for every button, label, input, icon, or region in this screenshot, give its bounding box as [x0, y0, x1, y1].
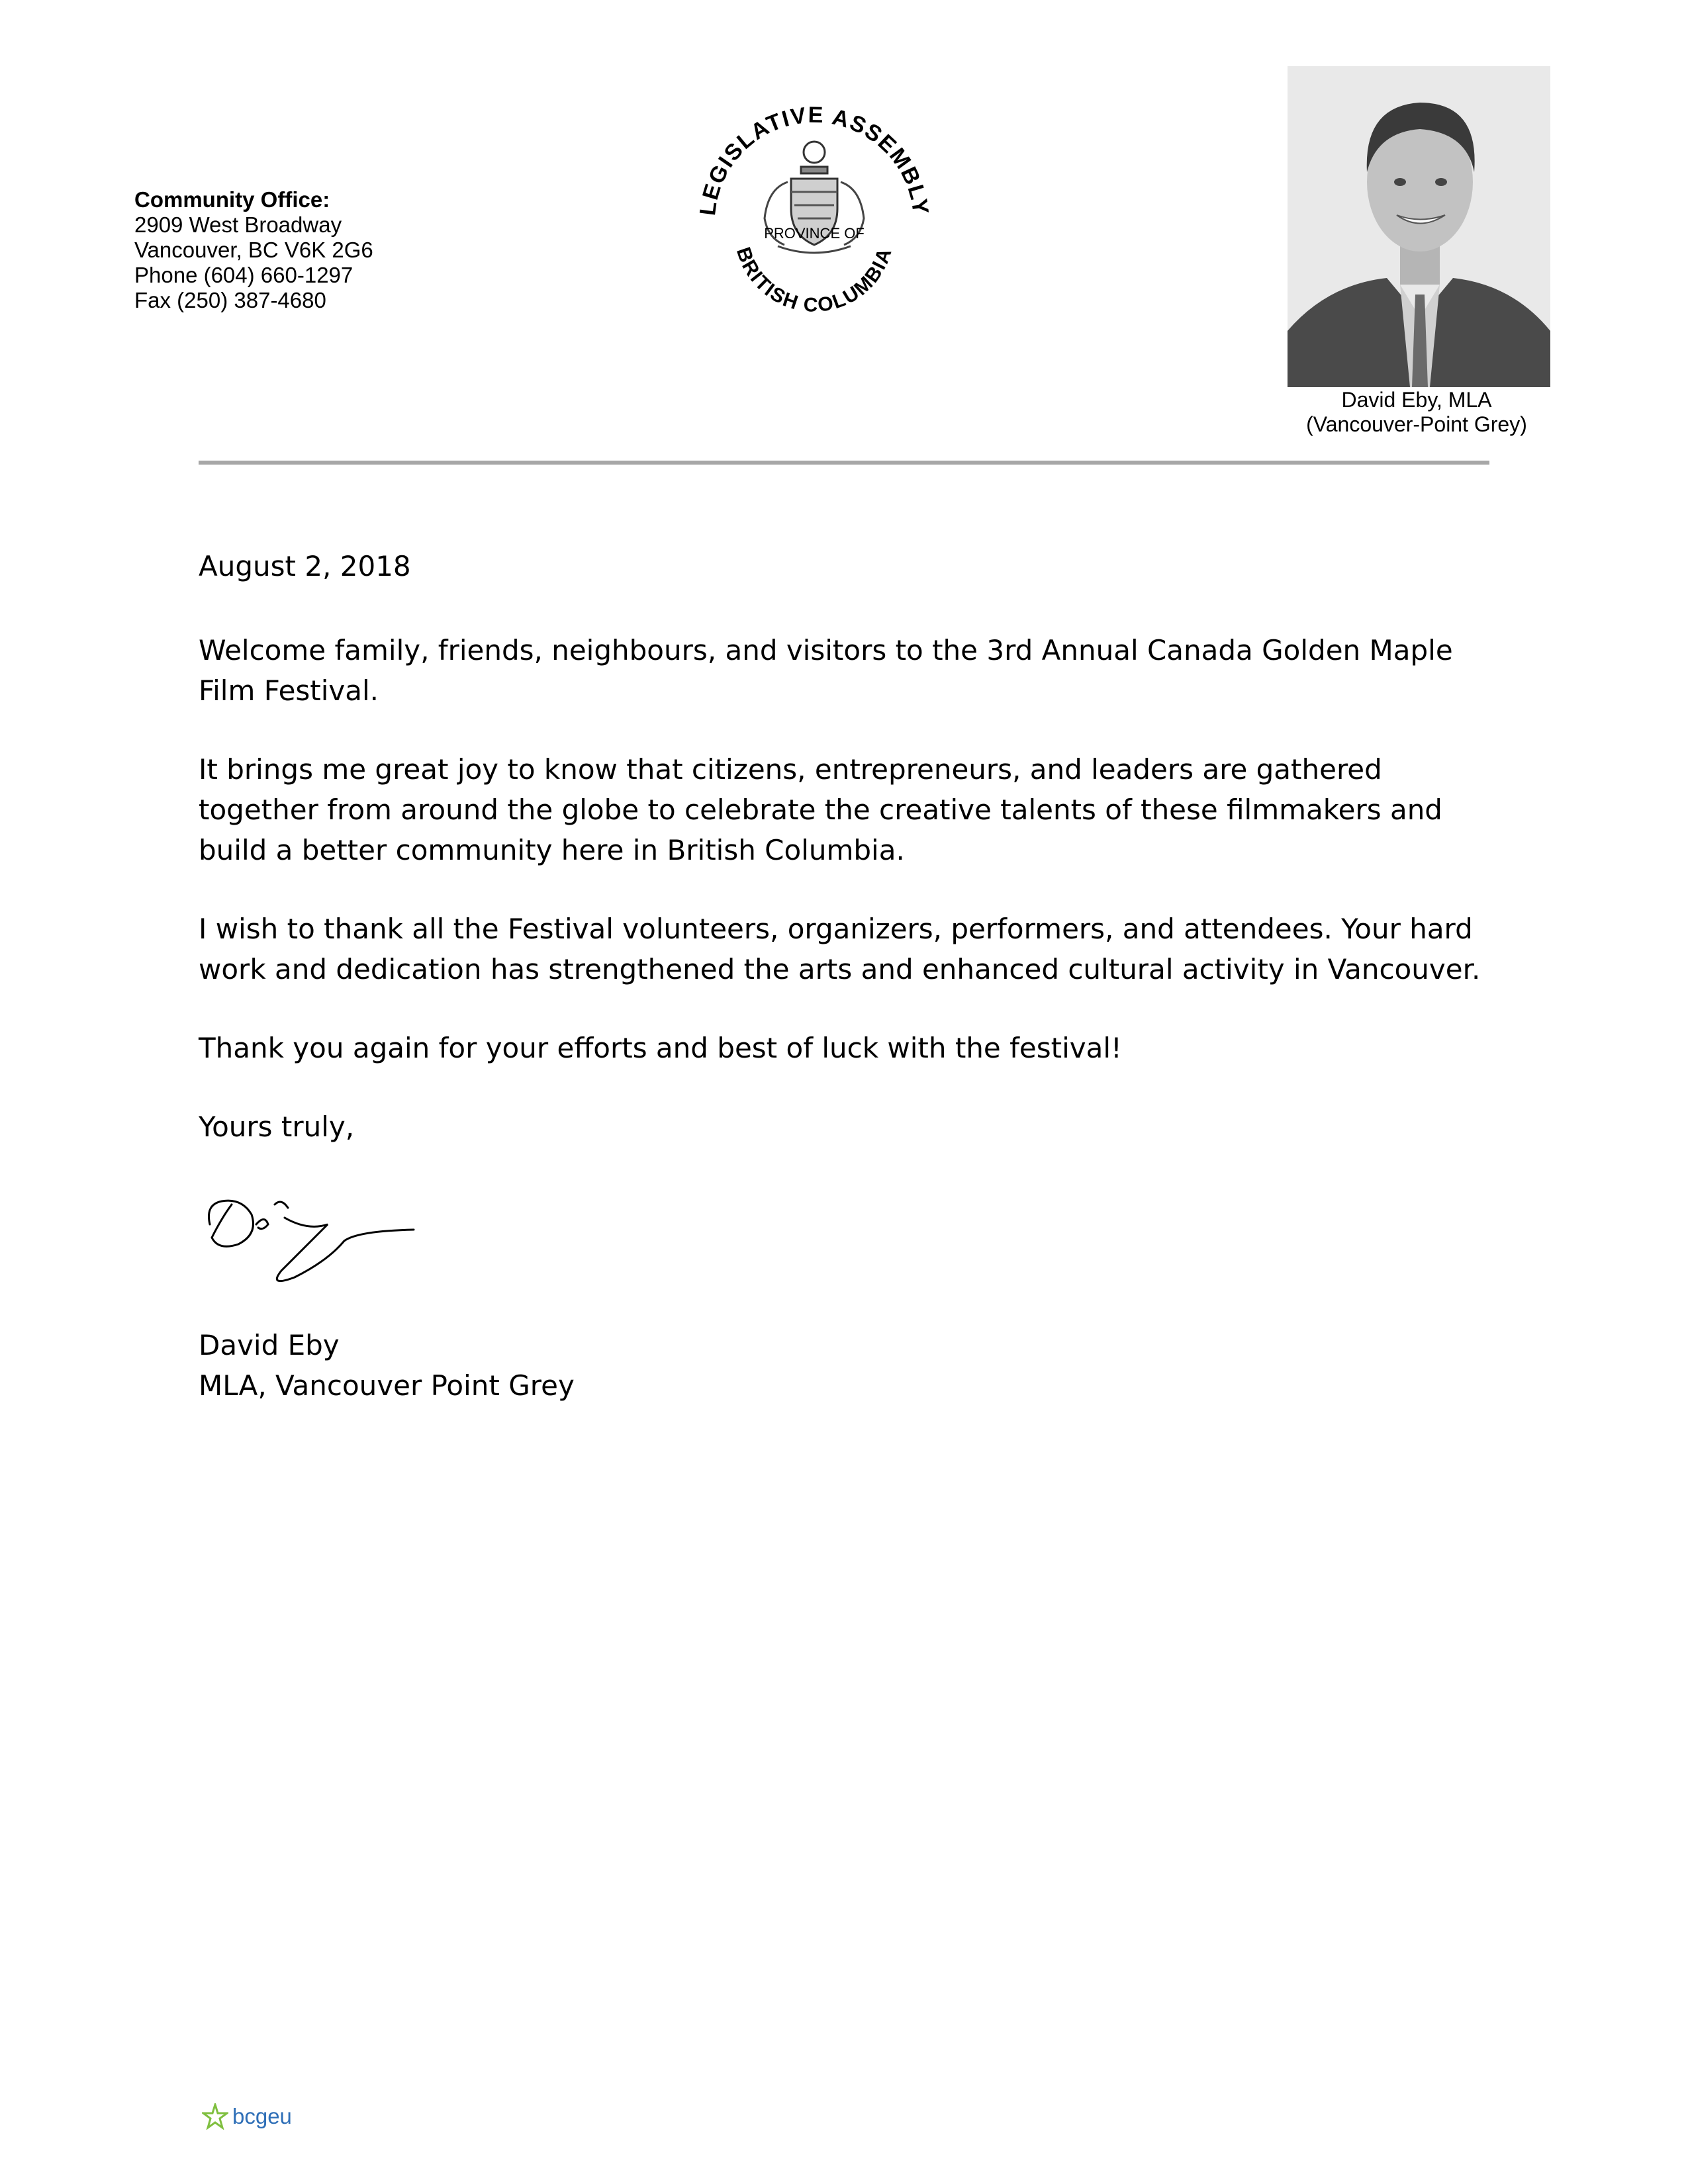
portrait-icon [1288, 66, 1550, 387]
signer-title: MLA, Vancouver Point Grey [199, 1369, 575, 1402]
letter-paragraph: Welcome family, friends, neighbours, and visitors to the 3rd Annual Canada Golden Maple Film Festival. [199, 634, 1453, 707]
seal-top-text: LEGISLATIVE ASSEMBLY [695, 106, 933, 217]
office-address-line1: 2909 West Broadway [134, 212, 342, 237]
office-address-line2: Vancouver, BC V6K 2G6 [134, 238, 373, 262]
photo-caption-riding: (Vancouver-Point Grey) [1306, 412, 1527, 436]
legislative-assembly-seal [688, 106, 940, 344]
letter-date: August 2, 2018 [199, 550, 411, 582]
letter-paragraph: Thank you again for your efforts and best of luck with the festival! [199, 1032, 1122, 1064]
letter-paragraph: I wish to thank all the Festival volunteers, organizers, performers, and attendees. Your hard work and dedication has strengthened the arts and enhanced cultural activity in Vancouver. [199, 913, 1481, 985]
seal-middle-text: PROVINCE OF [764, 225, 865, 242]
photo-caption-name: David Eby, MLA [1341, 388, 1492, 412]
seal-bottom-text: BRITISH COLUMBIA [731, 244, 897, 317]
signer-name: David Eby [199, 1329, 340, 1361]
letter-body [199, 546, 1489, 1147]
header-divider [199, 461, 1489, 465]
letter-closing: Yours truly, [199, 1111, 355, 1143]
bcgeu-logo-text: bcgeu [232, 2104, 292, 2128]
office-phone: Phone (604) 660-1297 [134, 263, 353, 287]
bcgeu-star-icon [202, 2103, 228, 2130]
bcgeu-logo [202, 2103, 292, 2130]
photo-caption [1218, 388, 1615, 437]
handwritten-signature [202, 1178, 420, 1294]
office-heading: Community Office: [134, 187, 330, 212]
community-office-block [134, 187, 373, 313]
letter-paragraph: It brings me great joy to know that citizens, entrepreneurs, and leaders are gathered together from around the globe to celebrate the creative talents of these filmmakers and build a better community here in British Columbia. [199, 753, 1442, 866]
office-fax: Fax (250) 387-4680 [134, 288, 326, 312]
mla-photo [1288, 66, 1550, 387]
signer-block [199, 1325, 575, 1406]
